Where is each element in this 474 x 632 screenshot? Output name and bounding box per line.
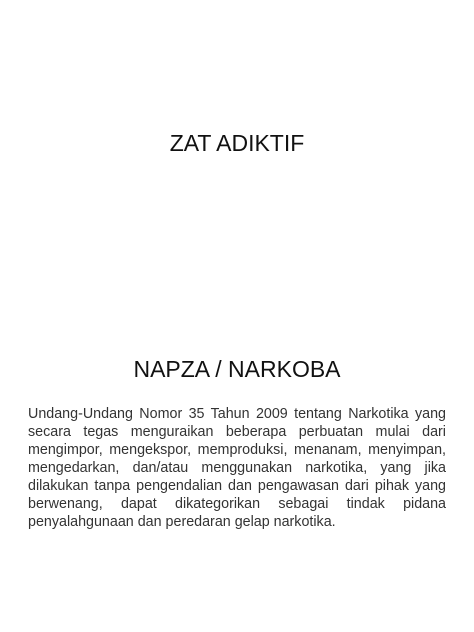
section-paragraph: Undang-Undang Nomor 35 Tahun 2009 tentang Narkotika yang secara tegas menguraikan beberapa perbuatan mulai dari mengimpor, mengekspor, memproduksi, menanam, menyimpan, mengedarkan, dan/atau menggunakan narkotika, yang jika dilakukan tanpa pengendalian dan pengawasan dari pihak yang berwenang, dapat dikategorikan sebagai tindak pidana penyalahgunaan dan peredaran gelap narkotika. xyxy=(28,406,446,530)
section-heading: NAPZA / NARKOBA xyxy=(133,356,341,382)
page-title: ZAT ADIKTIF xyxy=(169,130,305,156)
